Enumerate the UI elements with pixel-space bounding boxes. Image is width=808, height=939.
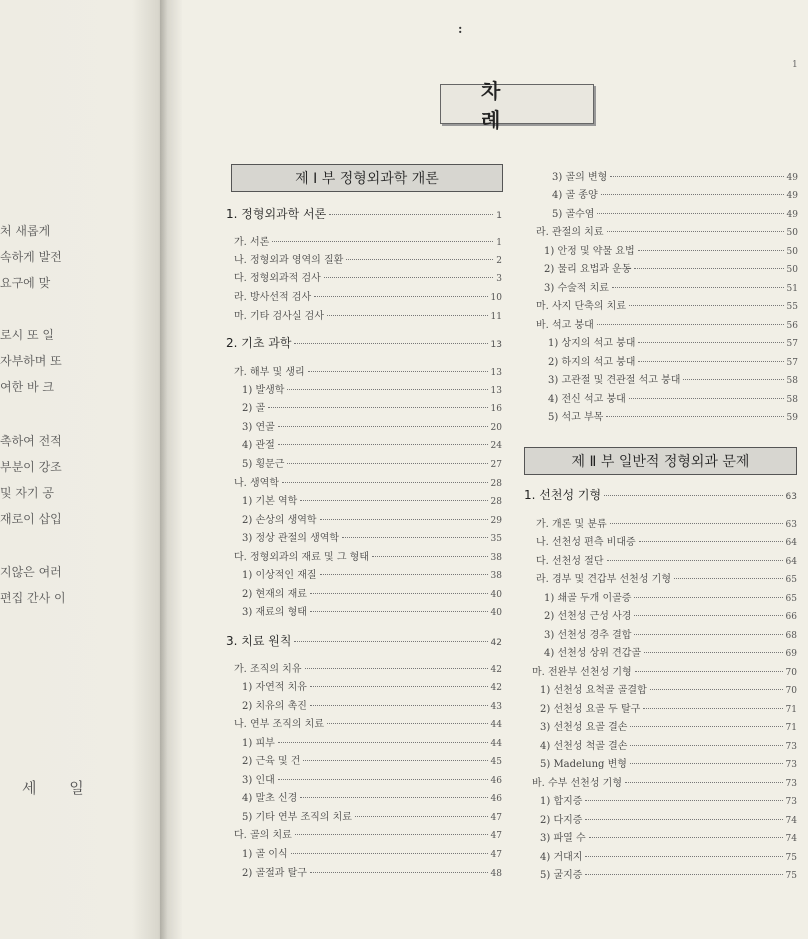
- toc-entry-label: 1. 정형외과학 서론: [226, 207, 327, 221]
- toc-entry-page: 65: [785, 594, 797, 604]
- toc-entry-page: 57: [786, 339, 798, 349]
- toc-entry-page: 50: [786, 228, 798, 238]
- toc-entry-page: 45: [490, 757, 502, 767]
- toc-entry: [548, 390, 798, 405]
- toc-entry: [532, 774, 797, 789]
- dot-leader: [612, 287, 784, 288]
- toc-entry: [540, 811, 797, 826]
- toc-entry-page: 65: [785, 575, 797, 585]
- left-text-line: 로시 또 일: [0, 328, 54, 342]
- toc-entry-page: 20: [490, 423, 502, 433]
- toc-entry-page: 74: [785, 834, 797, 844]
- toc-entry: [552, 168, 798, 183]
- toc-entry: [548, 334, 798, 349]
- toc-entry: [242, 808, 502, 823]
- left-text-line: 속하게 발전: [0, 250, 62, 264]
- toc-entry: [552, 186, 798, 201]
- dot-leader: [295, 834, 488, 835]
- toc-entry-label: 4) 말초 신경: [242, 793, 298, 804]
- dot-leader: [629, 398, 784, 399]
- dot-leader: [327, 723, 488, 724]
- toc-entry-label: 가. 개론 및 분류: [536, 519, 607, 530]
- toc-entry-label: 바. 수부 선천성 기형: [532, 778, 622, 789]
- dot-leader: [310, 705, 488, 706]
- toc-chapter-entry: [226, 334, 502, 351]
- left-text-line: 여한 바 크: [0, 380, 54, 394]
- toc-entry: [552, 205, 798, 220]
- toc-entry-page: 46: [490, 776, 502, 786]
- toc-entry-label: 2) 골: [242, 403, 266, 414]
- toc-entry: [242, 418, 502, 433]
- toc-entry: [548, 371, 798, 386]
- toc-entry-label: 다. 정형외과의 재료 및 그 형태: [234, 552, 369, 563]
- dot-leader: [597, 324, 784, 325]
- toc-entry: [536, 223, 798, 238]
- toc-entry-page: 75: [785, 871, 797, 881]
- toc-entry-label: 4) 관절: [242, 440, 275, 451]
- dot-leader: [278, 426, 488, 427]
- left-text-line: 촉하여 전적: [0, 434, 62, 448]
- toc-entry-page: 13: [490, 386, 502, 396]
- dot-leader: [278, 779, 488, 780]
- toc-entry-label: 3) 인대: [242, 775, 275, 786]
- toc-entry: [234, 715, 502, 730]
- toc-title: 차 례: [440, 84, 594, 124]
- toc-entry: [536, 533, 797, 548]
- toc-entry: [242, 771, 502, 786]
- toc-entry-label: 1) 골 이식: [242, 849, 288, 860]
- toc-entry-label: 2) 골절과 탈구: [242, 868, 307, 879]
- toc-entry-label: 2) 하지의 석고 붕대: [548, 357, 636, 368]
- toc-entry: [234, 548, 502, 563]
- toc-entry-page: 43: [490, 702, 502, 712]
- toc-entry-page: 42: [490, 638, 502, 648]
- toc-entry: [544, 279, 798, 294]
- toc-entry-label: 2) 치유의 촉진: [242, 701, 307, 712]
- toc-entry-page: 16: [490, 404, 502, 414]
- toc-entry: [242, 399, 502, 414]
- dot-leader: [585, 800, 782, 801]
- dot-leader: [310, 593, 488, 594]
- toc-entry-label: 라. 경부 및 견갑부 선천성 기형: [536, 574, 671, 585]
- toc-entry-label: 3) 정상 관절의 생역학: [242, 533, 340, 544]
- toc-entry-page: 49: [786, 173, 798, 183]
- signature: 세 일: [22, 779, 98, 797]
- toc-entry-label: 1) 선천성 요척골 골결합: [540, 685, 647, 696]
- toc-entry-label: 5) 기타 연부 조직의 치료: [242, 812, 352, 823]
- toc-entry-page: 70: [785, 686, 797, 696]
- toc-entry-label: 3) 연골: [242, 422, 275, 433]
- toc-entry-page: 75: [785, 853, 797, 863]
- toc-entry: [544, 260, 798, 275]
- toc-entry-label: 1) 안정 및 약물 요법: [544, 246, 635, 257]
- toc-entry: [242, 603, 502, 618]
- toc-entry-label: 1) 합지증: [540, 796, 583, 807]
- toc-entry: [234, 288, 502, 303]
- toc-entry-page: 2: [496, 256, 502, 266]
- toc-entry-page: 73: [785, 742, 797, 752]
- toc-entry-label: 2) 손상의 생역학: [242, 515, 317, 526]
- toc-entry: [536, 316, 798, 331]
- dot-leader: [300, 797, 487, 798]
- toc-entry-page: 47: [490, 850, 502, 860]
- dot-leader: [630, 745, 782, 746]
- left-page: [0, 0, 165, 939]
- toc-entry-label: 1) 기본 역학: [242, 496, 298, 507]
- dot-leader: [630, 726, 782, 727]
- toc-entry-page: 44: [490, 720, 502, 730]
- toc-entry: [548, 408, 798, 423]
- toc-entry-page: 38: [490, 553, 502, 563]
- dot-leader: [585, 819, 782, 820]
- toc-entry-label: 3) 수술적 치료: [544, 283, 609, 294]
- toc-entry-label: 1) 자연적 치유: [242, 682, 307, 693]
- toc-entry: [540, 737, 797, 752]
- dot-leader: [268, 407, 487, 408]
- dot-leader: [601, 194, 784, 195]
- toc-entry-label: 2) 다지증: [540, 815, 583, 826]
- toc-entry-page: 29: [490, 516, 502, 526]
- toc-entry-label: 나. 선천성 편측 비대증: [536, 537, 636, 548]
- toc-entry: [544, 607, 797, 622]
- toc-entry-label: 마. 사지 단축의 치료: [536, 301, 626, 312]
- toc-entry-page: 73: [785, 797, 797, 807]
- dot-leader: [585, 856, 782, 857]
- toc-entry-label: 4) 선천성 상위 견갑골: [544, 648, 642, 659]
- toc-entry-label: 2. 기초 과학: [226, 336, 292, 350]
- toc-entry-label: 2) 선천성 근성 사경: [544, 611, 632, 622]
- toc-entry-label: 1) 발생학: [242, 385, 285, 396]
- dot-leader: [674, 578, 783, 579]
- toc-entry-page: 74: [785, 816, 797, 826]
- toc-entry: [242, 752, 502, 767]
- toc-entry: [540, 792, 797, 807]
- toc-entry-page: 28: [490, 479, 502, 489]
- toc-entry: [234, 307, 502, 322]
- toc-entry-label: 가. 해부 및 생리: [234, 367, 305, 378]
- toc-entry-page: 51: [786, 284, 798, 294]
- toc-entry-label: 4) 전신 석고 붕대: [548, 394, 626, 405]
- toc-entry-page: 63: [785, 520, 797, 530]
- toc-entry: [234, 233, 502, 248]
- toc-entry: [540, 829, 797, 844]
- dot-leader: [610, 176, 783, 177]
- page-number: 1: [792, 60, 798, 70]
- toc-entry-label: 3) 재료의 형태: [242, 607, 307, 618]
- dot-leader: [305, 668, 488, 669]
- dot-leader: [287, 389, 487, 390]
- toc-entry-page: 49: [786, 191, 798, 201]
- toc-entry: [536, 515, 797, 530]
- toc-chapter-entry: [226, 632, 502, 649]
- toc-entry-label: 바. 석고 붕대: [536, 320, 594, 331]
- left-text-line: 및 자기 공: [0, 486, 54, 500]
- toc-entry: [242, 789, 502, 804]
- dot-leader: [643, 708, 782, 709]
- toc-entry: [536, 570, 797, 585]
- left-text-line: 처 새롭게: [0, 224, 51, 238]
- toc-entry-page: 73: [785, 779, 797, 789]
- dot-leader: [634, 615, 782, 616]
- toc-entry: [242, 864, 502, 879]
- toc-entry: [242, 585, 502, 600]
- toc-entry-label: 라. 관절의 치료: [536, 227, 604, 238]
- toc-entry-label: 1) 쇄골 두개 이골증: [544, 593, 632, 604]
- toc-entry-label: 1) 이상적인 재질: [242, 570, 317, 581]
- toc-entry-page: 38: [490, 571, 502, 581]
- dot-leader: [638, 250, 784, 251]
- toc-entry: [234, 269, 502, 284]
- toc-entry: [544, 644, 797, 659]
- toc-entry-page: 11: [490, 312, 502, 322]
- toc-entry-page: 59: [786, 413, 798, 423]
- dot-leader: [291, 853, 488, 854]
- toc-entry-page: 58: [786, 376, 798, 386]
- toc-entry: [544, 242, 798, 257]
- toc-entry: [540, 700, 797, 715]
- toc-entry: [234, 474, 502, 489]
- dot-leader: [308, 371, 488, 372]
- dot-leader: [342, 537, 487, 538]
- dot-leader: [372, 556, 488, 557]
- dot-leader: [683, 379, 783, 380]
- toc-entry-label: 5) 석고 부목: [548, 412, 604, 423]
- toc-entry-page: 70: [785, 668, 797, 678]
- toc-entry-label: 1) 상지의 석고 붕대: [548, 338, 636, 349]
- dot-leader: [604, 495, 783, 496]
- toc-entry-page: 1: [496, 238, 502, 248]
- top-mark: :: [458, 22, 463, 36]
- dot-leader: [300, 500, 487, 501]
- dot-leader: [329, 214, 493, 215]
- left-text-line: 요구에 맞: [0, 276, 51, 290]
- dot-leader: [310, 872, 488, 873]
- dot-leader: [635, 671, 783, 672]
- toc-entry: [234, 363, 502, 378]
- toc-entry: [242, 678, 502, 693]
- toc-entry-page: 57: [786, 358, 798, 368]
- toc-entry: [242, 381, 502, 396]
- toc-entry-page: 73: [785, 760, 797, 770]
- toc-entry-page: 63: [785, 492, 797, 502]
- toc-entry-label: 가. 서론: [234, 237, 270, 248]
- toc-entry: [242, 566, 502, 581]
- toc-entry: [540, 681, 797, 696]
- toc-entry-label: 5) 횡문근: [242, 459, 285, 470]
- toc-entry: [548, 353, 798, 368]
- toc-entry-label: 5) 골수염: [552, 209, 595, 220]
- dot-leader: [639, 541, 783, 542]
- dot-leader: [634, 268, 783, 269]
- dot-leader: [278, 444, 488, 445]
- toc-entry: [242, 697, 502, 712]
- toc-entry: [536, 297, 798, 312]
- dot-leader: [644, 652, 782, 653]
- toc-entry: [242, 529, 502, 544]
- toc-entry-page: 66: [785, 612, 797, 622]
- dot-leader: [310, 686, 488, 687]
- left-text-line: 편집 간사 이: [0, 591, 66, 605]
- part-2-heading: 제 Ⅱ 부 일반적 정형외과 문제: [524, 447, 797, 475]
- part-1-heading: 제 Ⅰ 부 정형외과학 개론: [231, 164, 503, 192]
- toc-entry-page: 13: [490, 340, 502, 350]
- toc-entry-page: 64: [785, 557, 797, 567]
- toc-entry-label: 나. 생역학: [234, 478, 279, 489]
- toc-entry-page: 42: [490, 665, 502, 675]
- toc-entry: [544, 589, 797, 604]
- dot-leader: [638, 342, 783, 343]
- dot-leader: [650, 689, 783, 690]
- toc-entry-label: 3. 치료 원칙: [226, 634, 292, 648]
- dot-leader: [287, 463, 487, 464]
- dot-leader: [625, 782, 783, 783]
- toc-entry: [242, 845, 502, 860]
- toc-entry-label: 3) 고관절 및 견관절 석고 붕대: [548, 375, 681, 386]
- toc-entry-page: 58: [786, 395, 798, 405]
- dot-leader: [320, 574, 488, 575]
- dot-leader: [629, 305, 784, 306]
- toc-entry-page: 48: [490, 869, 502, 879]
- toc-entry-page: 1: [496, 211, 502, 221]
- toc-entry-label: 다. 골의 치료: [234, 830, 292, 841]
- toc-entry-label: 3) 파열 수: [540, 833, 586, 844]
- dot-leader: [303, 760, 487, 761]
- toc-entry-label: 2) 현재의 재료: [242, 589, 307, 600]
- toc-entry: [242, 455, 502, 470]
- dot-leader: [589, 837, 783, 838]
- toc-entry-page: 55: [786, 302, 798, 312]
- toc-entry-label: 나. 연부 조직의 치료: [234, 719, 324, 730]
- dot-leader: [638, 361, 783, 362]
- dot-leader: [310, 611, 488, 612]
- toc-entry-label: 4) 선천성 척골 결손: [540, 741, 628, 752]
- toc-entry-page: 56: [786, 321, 798, 331]
- toc-entry-label: 4) 거대지: [540, 852, 583, 863]
- book-gutter: [160, 0, 182, 939]
- toc-entry-page: 71: [785, 723, 797, 733]
- dot-leader: [607, 231, 784, 232]
- toc-entry-label: 마. 기타 검사실 검사: [234, 311, 324, 322]
- toc-entry-label: 마. 전완부 선천성 기형: [532, 667, 632, 678]
- toc-entry: [532, 663, 797, 678]
- toc-entry-label: 다. 정형외과적 검사: [234, 273, 321, 284]
- toc-entry-label: 4) 골 종양: [552, 190, 598, 201]
- toc-entry-page: 47: [490, 831, 502, 841]
- toc-entry-page: 24: [490, 441, 502, 451]
- toc-entry: [242, 492, 502, 507]
- toc-entry-page: 44: [490, 739, 502, 749]
- toc-entry-label: 라. 방사선적 검사: [234, 292, 312, 303]
- toc-entry-page: 40: [490, 608, 502, 618]
- toc-entry: [536, 552, 797, 567]
- left-text-line: 지않은 여러: [0, 565, 62, 579]
- toc-entry-label: 3) 선천성 요골 결손: [540, 722, 628, 733]
- toc-entry-page: 28: [490, 497, 502, 507]
- toc-entry: [234, 251, 502, 266]
- toc-entry-page: 35: [490, 534, 502, 544]
- dot-leader: [278, 742, 488, 743]
- left-text-line: 부분이 강조: [0, 460, 62, 474]
- toc-entry: [540, 848, 797, 863]
- toc-chapter-entry: [524, 486, 797, 503]
- toc-entry-page: 68: [785, 631, 797, 641]
- toc-entry-label: 5) 굴지증: [540, 870, 583, 881]
- toc-entry: [540, 718, 797, 733]
- dot-leader: [294, 343, 487, 344]
- toc-entry-page: 13: [490, 368, 502, 378]
- dot-leader: [607, 560, 783, 561]
- dot-leader: [272, 241, 493, 242]
- dot-leader: [320, 519, 488, 520]
- toc-entry-page: 47: [490, 813, 502, 823]
- dot-leader: [597, 213, 783, 214]
- toc-entry-label: 나. 정형외과 영역의 질환: [234, 255, 344, 266]
- toc-entry-label: 2) 물리 요법과 운동: [544, 264, 632, 275]
- toc-entry-page: 10: [490, 293, 502, 303]
- left-text-line: 재로이 삽입: [0, 512, 62, 526]
- dot-leader: [355, 816, 488, 817]
- toc-entry-label: 다. 선천성 절단: [536, 556, 604, 567]
- toc-entry: [540, 755, 797, 770]
- toc-entry-page: 71: [785, 705, 797, 715]
- toc-entry-page: 50: [786, 247, 798, 257]
- dot-leader: [282, 482, 488, 483]
- toc-entry-page: 64: [785, 538, 797, 548]
- dot-leader: [294, 641, 487, 642]
- toc-entry-label: 1. 선천성 기형: [524, 488, 602, 502]
- toc-entry-label: 3) 선천성 경추 결합: [544, 630, 632, 641]
- toc-entry-label: 3) 골의 변형: [552, 172, 608, 183]
- toc-entry: [544, 626, 797, 641]
- toc-entry: [234, 826, 502, 841]
- toc-entry-page: 69: [785, 649, 797, 659]
- toc-entry-label: 가. 조직의 치유: [234, 664, 302, 675]
- toc-entry-page: 49: [786, 210, 798, 220]
- toc-entry: [540, 866, 797, 881]
- dot-leader: [346, 259, 493, 260]
- toc-entry-page: 42: [490, 683, 502, 693]
- toc-entry-page: 3: [496, 274, 502, 284]
- toc-entry: [242, 511, 502, 526]
- toc-entry-page: 46: [490, 794, 502, 804]
- left-text-line: 자부하며 또: [0, 354, 62, 368]
- dot-leader: [630, 763, 783, 764]
- toc-entry: [234, 660, 502, 675]
- dot-leader: [606, 416, 783, 417]
- toc-chapter-entry: [226, 205, 502, 222]
- toc-entry: [242, 436, 502, 451]
- dot-leader: [634, 597, 782, 598]
- toc-entry-page: 27: [490, 460, 502, 470]
- dot-leader: [610, 523, 783, 524]
- dot-leader: [585, 874, 782, 875]
- toc-entry-page: 50: [786, 265, 798, 275]
- toc-entry-label: 2) 선천성 요골 두 탈구: [540, 704, 641, 715]
- toc-entry: [242, 734, 502, 749]
- dot-leader: [327, 315, 488, 316]
- toc-entry-label: 1) 피부: [242, 738, 275, 749]
- toc-entry-label: 5) Madelung 변형: [540, 759, 627, 770]
- dot-leader: [314, 296, 487, 297]
- dot-leader: [324, 277, 493, 278]
- toc-entry-label: 2) 근육 및 건: [242, 756, 301, 767]
- toc-entry-page: 40: [490, 590, 502, 600]
- dot-leader: [634, 634, 782, 635]
